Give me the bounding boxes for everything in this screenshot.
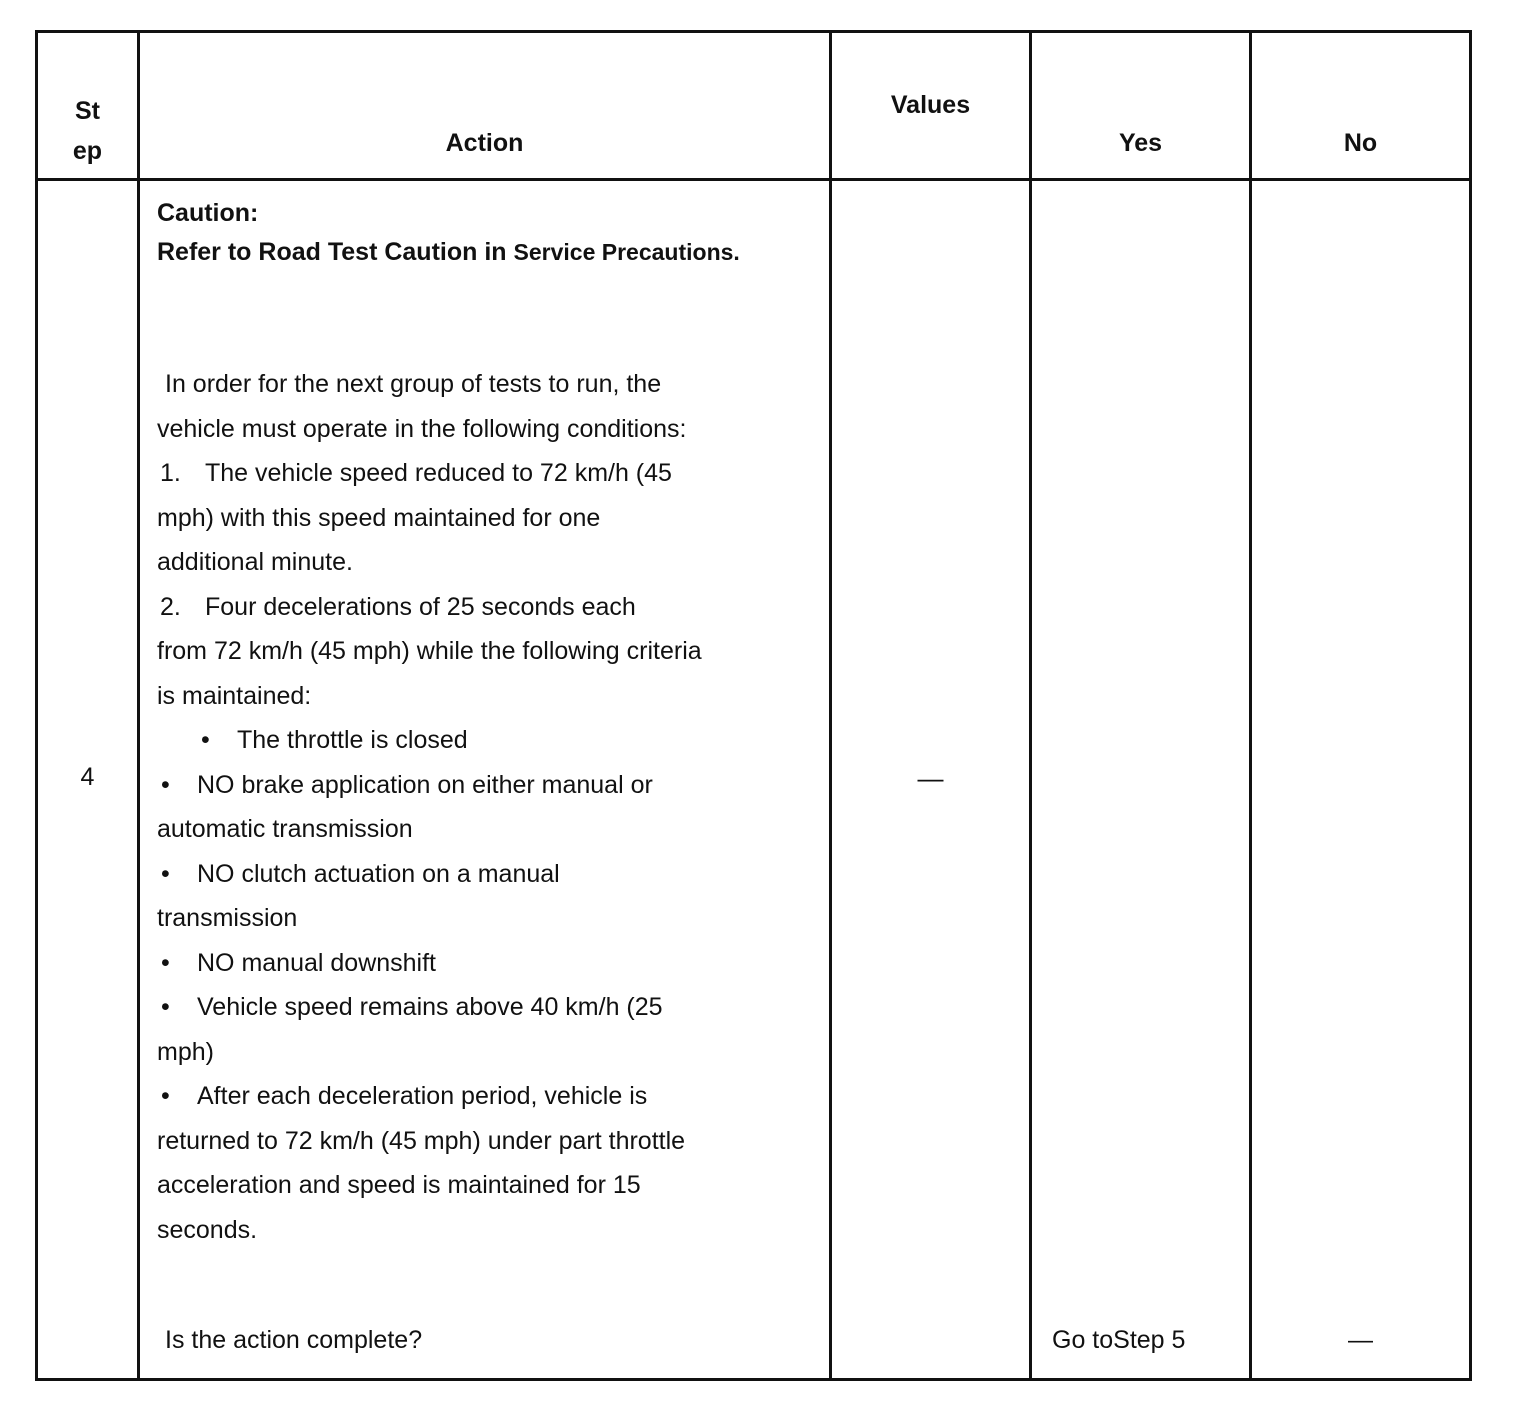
yes-cell	[1031, 180, 1251, 1380]
bullet-dot: •	[161, 859, 170, 888]
action-cell	[139, 180, 831, 1380]
conditions-text	[157, 362, 817, 1252]
bullet-5	[157, 985, 817, 1030]
bullet-4-text: NO manual downshift	[197, 948, 437, 977]
header-values	[831, 32, 1031, 180]
bullet-dot: •	[161, 770, 170, 799]
item-2	[157, 585, 817, 630]
diagnostic-table	[35, 30, 1472, 1381]
caution-line	[157, 233, 817, 272]
bullet-5-line-2: mph)	[157, 1037, 214, 1066]
values-dash: —	[917, 763, 944, 793]
bullet-3-line-1: NO clutch actuation on a manual	[197, 859, 560, 888]
no-dash: —	[1348, 1326, 1373, 1354]
values-cell	[831, 180, 1031, 1380]
bullet-6-line-3: acceleration and speed is maintained for 15	[157, 1171, 641, 1199]
header-no-label: No	[1343, 129, 1378, 157]
bullet-2-line-2: automatic transmission	[157, 815, 413, 843]
item-1-line-1: The vehicle speed reduced to 72 km/h (45	[205, 459, 672, 487]
step-number: 4	[80, 763, 95, 791]
header-yes	[1031, 32, 1251, 180]
item-1-number: 1.	[160, 459, 181, 487]
header-no	[1251, 32, 1471, 180]
bullet-6	[157, 1074, 817, 1119]
header-step-line1: St	[75, 97, 100, 125]
caution-label: Caution:	[157, 199, 259, 227]
bullet-6-line-2: returned to 72 km/h (45 mph) under part throttle	[157, 1126, 686, 1155]
no-cell	[1251, 180, 1471, 1380]
table-row	[37, 180, 1471, 1380]
bullet-1-text: The throttle is closed	[237, 726, 468, 754]
item-1-line-3: additional minute.	[157, 548, 353, 576]
bullet-6-line-1: After each deceleration period, vehicle is	[197, 1082, 648, 1110]
item-2-line-3: is maintained:	[157, 681, 312, 710]
bullet-dot: •	[161, 948, 170, 977]
bullet-2-line-1: NO brake application on either manual or	[197, 770, 653, 799]
header-row	[37, 32, 1471, 180]
step-cell	[37, 180, 139, 1380]
item-2-line-1: Four decelerations of 25 seconds each	[205, 592, 636, 621]
header-step-line2: ep	[72, 137, 103, 165]
yes-go-to-step-link[interactable]: Go toStep 5	[1052, 1326, 1186, 1354]
bullet-3	[157, 852, 817, 897]
caution-period: .	[733, 239, 740, 265]
item-2-line-2: from 72 km/h (45 mph) while the following criteria	[157, 637, 702, 665]
intro-line-2: vehicle must operate in the following conditions:	[157, 414, 687, 443]
bullet-3-line-2: transmission	[157, 904, 298, 932]
action-content	[157, 194, 817, 1252]
bullet-dot: •	[161, 1082, 170, 1110]
item-1-line-2: mph) with this speed maintained for one	[157, 503, 601, 532]
item-1	[157, 451, 817, 496]
header-step	[37, 32, 139, 180]
item-2-number: 2.	[160, 592, 181, 621]
intro-line-1: In order for the next group of tests to run, the	[165, 370, 662, 398]
action-question: Is the action complete?	[165, 1326, 423, 1354]
header-action	[139, 32, 831, 180]
service-precautions-link[interactable]: Service Precautions	[513, 239, 734, 265]
bullet-dot: •	[201, 726, 210, 754]
header-action-label: Action	[445, 129, 524, 157]
caution-block	[157, 194, 817, 272]
header-values-label: Values	[890, 91, 971, 119]
bullet-6-line-4: seconds.	[157, 1215, 258, 1244]
bullet-4	[157, 941, 817, 986]
header-yes-label: Yes	[1118, 129, 1163, 157]
bullet-dot: •	[161, 993, 170, 1021]
bullet-5-line-1: Vehicle speed remains above 40 km/h (25	[197, 993, 663, 1021]
bullet-1	[157, 718, 817, 763]
caution-text: Refer to Road Test Caution in	[157, 238, 507, 266]
bullet-2	[157, 763, 817, 808]
